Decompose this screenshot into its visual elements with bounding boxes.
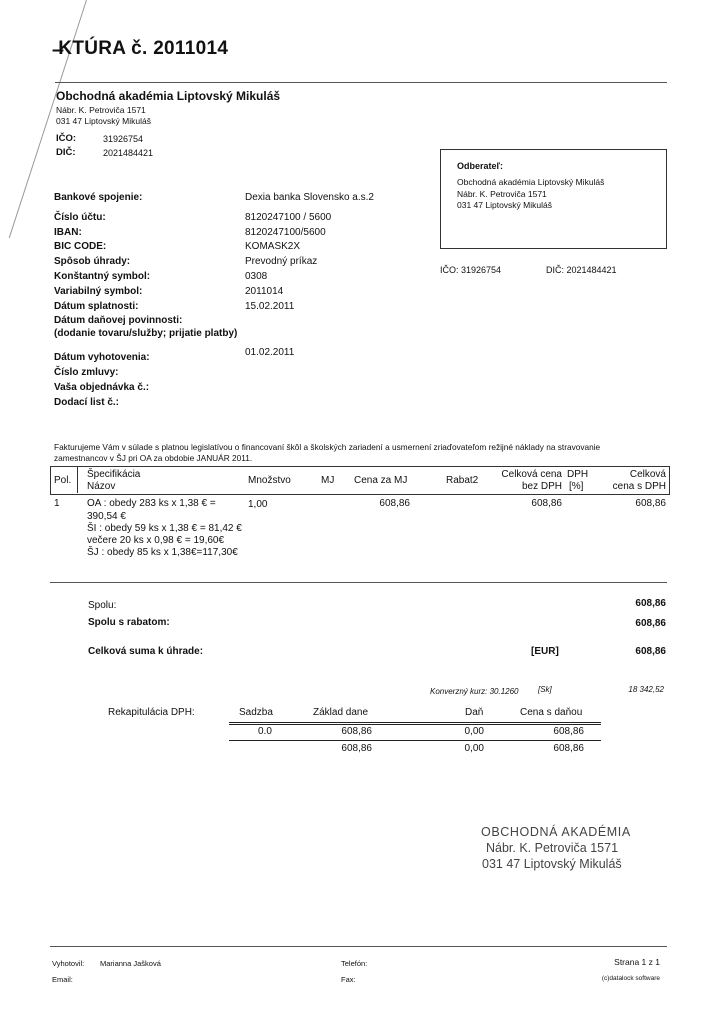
row-total-vat: 608,86 — [635, 498, 666, 509]
vat-row-divider — [229, 740, 601, 741]
row-desc-3: ŠI : obedy 59 ks x 1,38 € = 81,42 € — [87, 523, 242, 534]
row-desc-2: 390,54 € — [87, 511, 126, 522]
supplier-dic-label: DIČ: — [56, 147, 76, 158]
vat-header-tax: Daň — [465, 707, 484, 718]
supplier-dic-value: 2021484421 — [103, 148, 154, 158]
header-vat: DPH — [567, 469, 589, 480]
vat-header-price: Cena s daňou — [520, 707, 583, 718]
vat-row-1-rate: 0.0 — [258, 726, 272, 737]
vat-header-divider — [229, 722, 601, 723]
payment-method-value: Prevodný príkaz — [245, 256, 318, 267]
row-desc-5: ŠJ : obedy 85 ks x 1,38€=117,30€ — [87, 547, 238, 558]
discount-total-value: 608,86 — [635, 618, 666, 629]
row-desc-1: OA : obedy 283 ks x 1,38 € = — [87, 498, 216, 509]
bank-label: Bankové spojenie: — [54, 192, 143, 203]
supplier-street: Nábr. K. Petroviča 1571 — [56, 105, 146, 115]
intro-line-1: Fakturujeme Vám v súlade s platnou legislatívou o financovaní škôl a školských zariadení a usmernení zriaďovateľom režijné náklady na stravovanie — [54, 442, 601, 452]
software-credit: (c)datalock software — [601, 975, 660, 982]
due-total-label: Celková suma k úhrade: — [88, 646, 204, 657]
header-total-no-vat-sub: bez DPH — [521, 481, 562, 492]
sum-label: Spolu: — [88, 600, 117, 611]
customer-dic: DIČ: 2021484421 — [546, 265, 617, 275]
variable-symbol-value: 2011014 — [245, 286, 284, 297]
sum-value: 608,86 — [635, 598, 666, 609]
vat-row-1-price: 608,86 — [553, 726, 584, 737]
customer-city: 031 47 Liptovský Mikuláš — [457, 200, 552, 210]
vat-row-2-tax: 0,00 — [464, 743, 484, 754]
delivery-label: Dodací list č.: — [54, 397, 120, 408]
customer-name: Obchodná akadémia Liptovský Mikuláš — [457, 177, 605, 187]
stamp-line-2: Nábr. K. Petroviča 1571 — [486, 841, 619, 855]
payment-method-label: Spôsob úhrady: — [54, 256, 131, 267]
vat-header-base: Základ dane — [313, 707, 369, 718]
issue-date-label: Dátum vyhotovenia: — [54, 352, 150, 363]
header-total-vat: Celková — [629, 469, 666, 480]
items-bottom-divider — [50, 582, 667, 583]
phone-label: Telefón: — [341, 959, 368, 968]
variable-symbol-label: Variabilný symbol: — [54, 286, 143, 297]
vat-row-1-base: 608,86 — [341, 726, 372, 737]
header-vat-sub: [%] — [569, 481, 584, 492]
vat-recap-label: Rekapitulácia DPH: — [108, 707, 195, 718]
row-total-no-vat: 608,86 — [531, 498, 562, 509]
supplier-ico-value: 31926754 — [103, 134, 144, 144]
header-mj: MJ — [321, 475, 335, 486]
vat-header-rate: Sadzba — [239, 707, 273, 718]
account-value: 8120247100 / 5600 — [245, 212, 332, 223]
invoice-title: ̶KTÚRA č. 2011014 — [58, 38, 229, 59]
header-unit-price: Cena za MJ — [354, 475, 408, 486]
constant-symbol-label: Konštantný symbol: — [54, 271, 151, 282]
customer-street: Nábr. K. Petroviča 1571 — [457, 189, 547, 199]
supplier-city: 031 47 Liptovský Mikuláš — [56, 116, 151, 126]
conversion-value: 18 342,52 — [628, 685, 664, 694]
conversion-rate: Konverzný kurz: 30.1260 — [430, 687, 519, 696]
row-pol: 1 — [54, 498, 60, 509]
currency-label: [EUR] — [531, 646, 559, 657]
customer-ico: IČO: 31926754 — [440, 265, 502, 275]
due-date-label: Dátum splatnosti: — [54, 301, 139, 312]
intro-line-2: zamestnancov v ŠJ pri OA za obdobie JANUÁR 2011. — [54, 453, 253, 463]
order-label: Vaša objednávka č.: — [54, 382, 150, 393]
header-total-vat-sub: cena s DPH — [612, 481, 666, 492]
email-label: Email: — [52, 975, 73, 984]
bic-value: KOMASK2X — [245, 241, 301, 252]
vat-header-divider-2 — [229, 724, 601, 725]
page-number: Strana 1 z 1 — [614, 957, 660, 967]
issue-date-value: 01.02.2011 — [245, 347, 295, 358]
created-by-value: Marianna Jašková — [100, 959, 161, 968]
stamp-line-1: OBCHODNÁ AKADÉMIA — [481, 825, 631, 839]
header-qty: Množstvo — [248, 475, 291, 486]
footer-divider — [50, 946, 667, 947]
header-separator — [77, 466, 78, 493]
customer-label: Odberateľ: — [457, 161, 503, 171]
header-name: Názov — [87, 481, 116, 492]
row-desc-4: večere 20 ks x 0,98 € = 19,60€ — [87, 535, 225, 546]
row-unit-price: 608,86 — [379, 498, 410, 509]
constant-symbol-value: 0308 — [245, 271, 268, 282]
vat-row-2-price: 608,86 — [553, 743, 584, 754]
contract-label: Číslo zmluvy: — [54, 367, 119, 378]
header-total-no-vat: Celková cena — [501, 469, 562, 480]
created-by-label: Vyhotovil: — [52, 959, 85, 968]
vat-row-1-tax: 0,00 — [464, 726, 484, 737]
vat-row-2-base: 608,86 — [341, 743, 372, 754]
bic-label: BIC CODE: — [54, 241, 107, 252]
header-pol: Pol. — [54, 475, 72, 486]
supplier-ico-label: IČO: — [56, 133, 77, 144]
iban-label: IBAN: — [54, 227, 82, 238]
tax-date-label: Dátum daňovej povinnosti: — [54, 315, 183, 326]
fax-label: Fax: — [341, 975, 356, 984]
account-label: Číslo účtu: — [54, 212, 106, 223]
due-date-value: 15.02.2011 — [245, 301, 295, 312]
bank-value: Dexia banka Slovensko a.s.2 — [245, 192, 374, 203]
discount-total-label: Spolu s rabatom: — [88, 617, 170, 628]
header-discount: Rabat2 — [446, 475, 479, 486]
supplier-name: Obchodná akadémia Liptovský Mikuláš — [56, 89, 281, 103]
conversion-unit: [Sk] — [538, 685, 552, 694]
tax-date-sublabel: (dodanie tovaru/služby; prijatie platby) — [54, 328, 238, 339]
due-total-value: 608,86 — [635, 646, 666, 657]
header-spec: Špecifikácia — [87, 469, 141, 480]
stamp-line-3: 031 47 Liptovský Mikuláš — [482, 857, 622, 871]
iban-value: 8120247100/5600 — [245, 227, 326, 238]
row-qty: 1,00 — [248, 499, 268, 510]
title-divider — [55, 82, 667, 83]
